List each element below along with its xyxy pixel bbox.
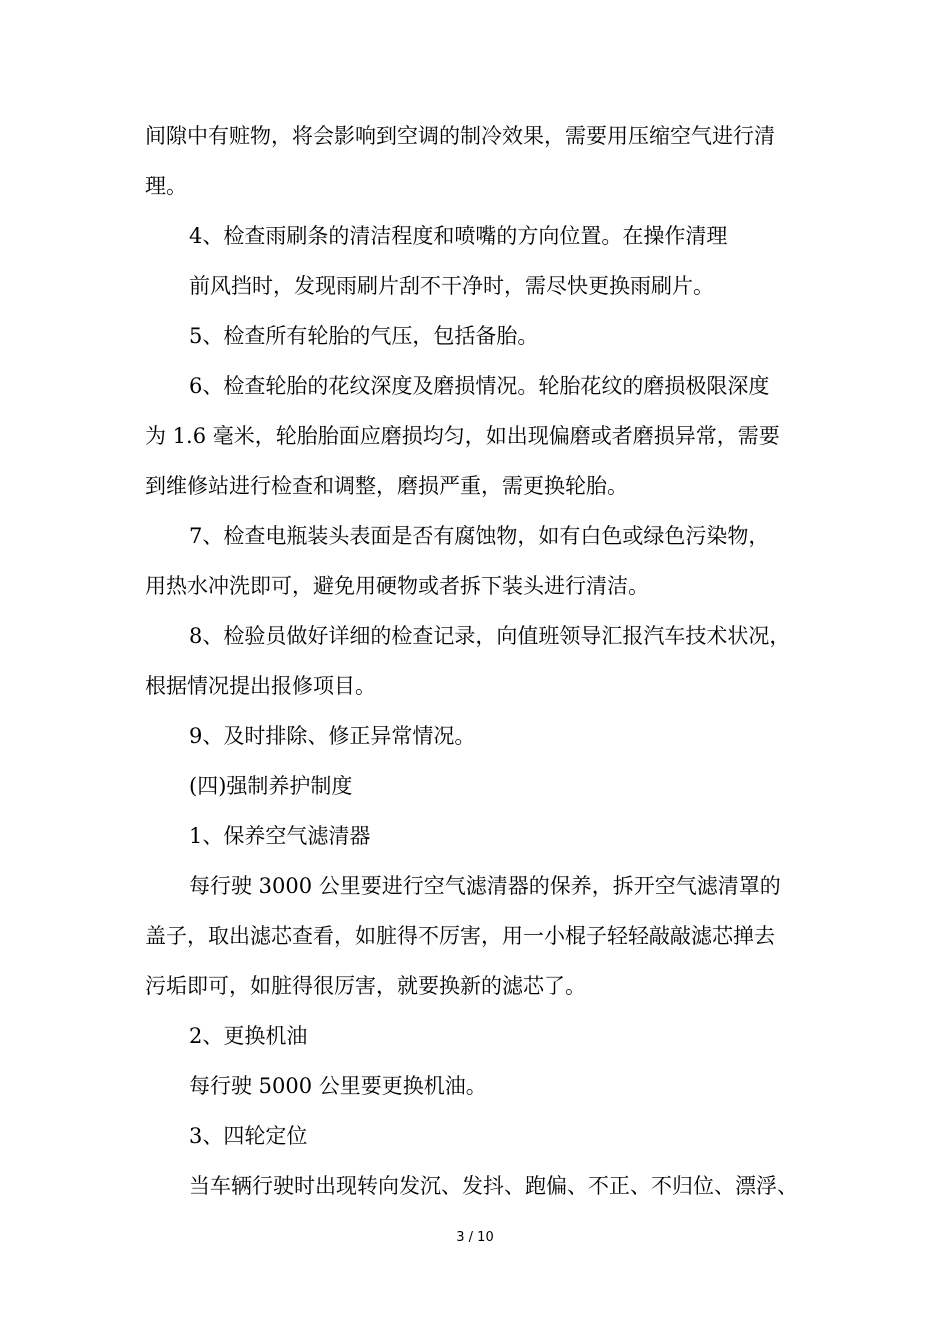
text-line: 7、检查电瓶装头表面是否有腐蚀物，如有白色或绿色污染物， (189, 524, 770, 548)
text-line: 为 1.6 毫米，轮胎胎面应磨损均匀，如出现偏磨或者磨损异常，需要 (145, 424, 780, 448)
text-line: 用热水冲洗即可，避免用硬物或者拆下装头进行清洁。 (145, 574, 649, 598)
section-heading: (四)强制养护制度 (189, 774, 353, 798)
text-line: 9、及时排除、修正异常情况。 (189, 724, 476, 748)
text-line: 5、检查所有轮胎的气压，包括备胎。 (189, 324, 539, 348)
text-line: 当车辆行驶时出现转向发沉、发抖、跑偏、不正、不归位、漂浮、 (189, 1174, 798, 1198)
text-line: 理。 (145, 174, 187, 198)
text-line: 前风挡时，发现雨刷片刮不干净时，需尽快更换雨刷片。 (189, 274, 714, 298)
text-line: 每行驶 5000 公里要更换机油。 (189, 1074, 487, 1098)
text-line: 每行驶 3000 公里要进行空气滤清器的保养，拆开空气滤清罩的 (189, 874, 781, 898)
text-line: 6、检查轮胎的花纹深度及磨损情况。轮胎花纹的磨损极限深度 (189, 374, 770, 398)
text-line: 到维修站进行检查和调整，磨损严重，需更换轮胎。 (145, 474, 628, 498)
page-number: 3 / 10 (456, 1230, 494, 1245)
text-line: 污垢即可，如脏得很厉害，就要换新的滤芯了。 (145, 974, 586, 998)
subsection-heading: 2、更换机油 (189, 1024, 308, 1048)
text-line: 间隙中有赃物，将会影响到空调的制冷效果，需要用压缩空气进行清 (145, 124, 775, 148)
text-line: 8、检验员做好详细的检查记录，向值班领导汇报汽车技术状况， (189, 624, 791, 648)
subsection-heading: 1、保养空气滤清器 (189, 824, 371, 848)
text-line: 4、检查雨刷条的清洁程度和喷嘴的方向位置。在操作清理 (189, 224, 728, 248)
subsection-heading: 3、四轮定位 (189, 1124, 308, 1148)
text-line: 盖子，取出滤芯查看，如脏得不厉害，用一小棍子轻轻敲敲滤芯掸去 (145, 924, 775, 948)
text-line: 根据情况提出报修项目。 (145, 674, 376, 698)
